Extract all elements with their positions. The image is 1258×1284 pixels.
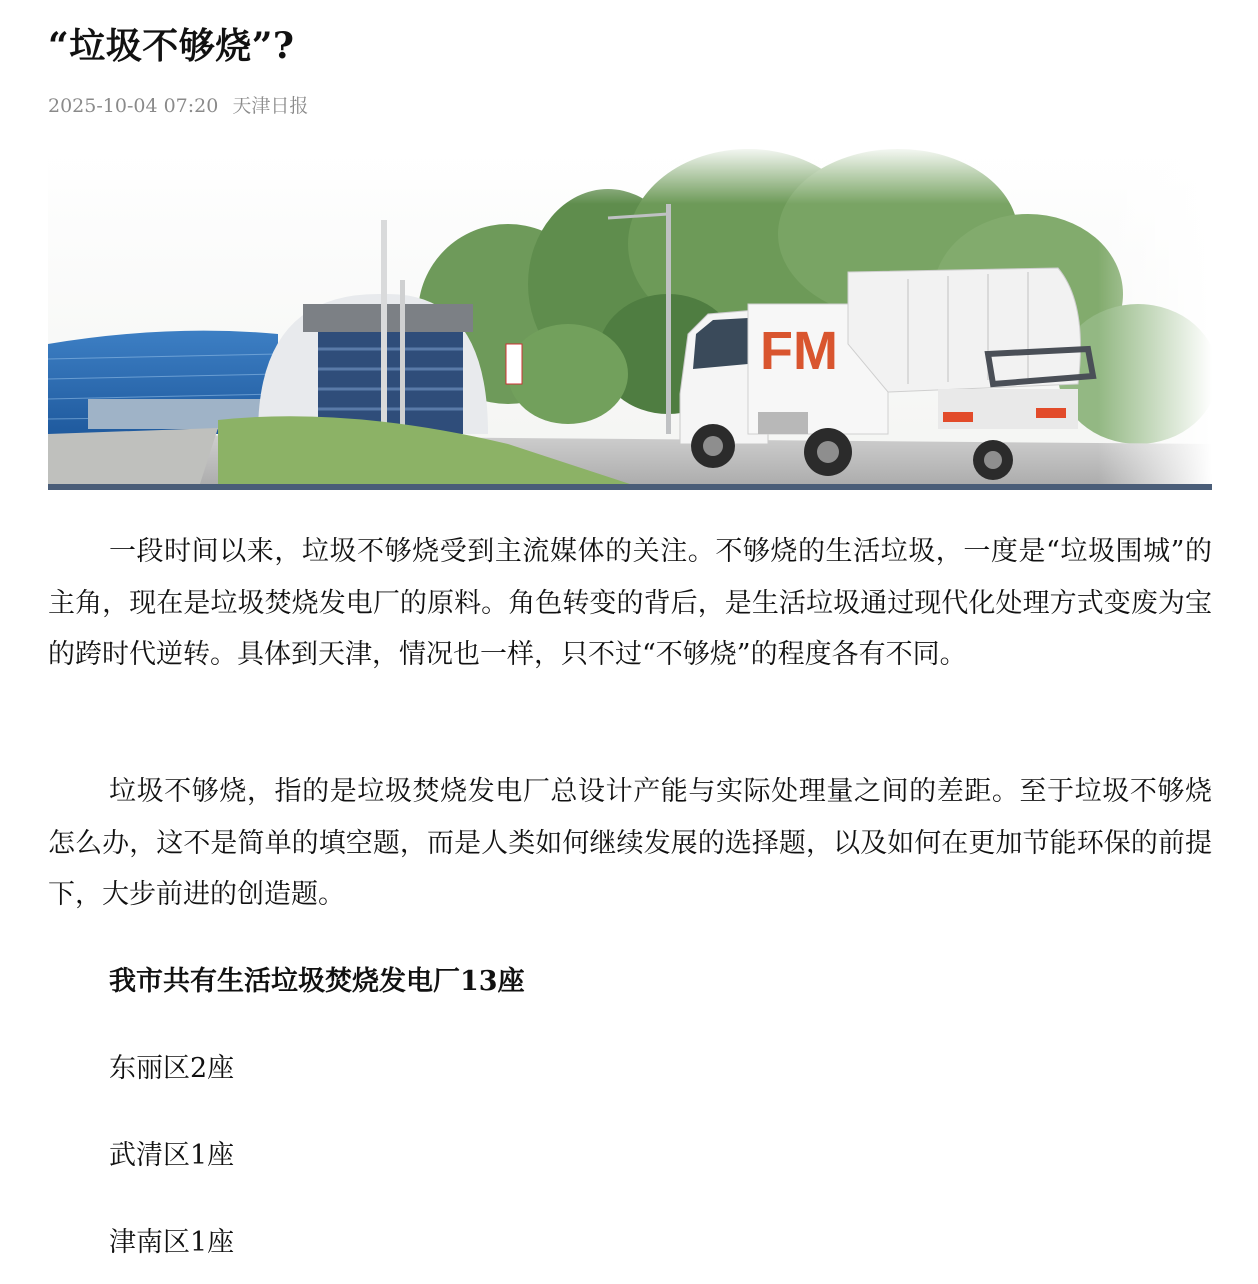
paragraph-2: 垃圾不够烧，指的是垃圾焚烧发电厂总设计产能与实际处理量之间的差距。至于垃圾不够烧怎么办，这不是简单的填空题，而是人类如何继续发展的选择题，以及如何在更加节能环保的前提下，大步前进的创造题。 [48,776,1212,910]
photo-frame-line [48,484,1212,490]
paragraph-1: 一段时间以来，垃圾不够烧受到主流媒体的关注。不够烧的生活垃圾，一度是“垃圾围城”的主角，现在是垃圾焚烧发电厂的原料。角色转变的背后，是生活垃圾通过现代化处理方式变废为宝的跨时代逆转。具体到天津，情况也一样，只不过“不够烧”的程度各有不同。 [48,536,1212,670]
list-item: 武清区1座 [109,1140,235,1171]
news-source: 天津日报 [232,95,309,117]
list-item: 津南区1座 [109,1227,235,1258]
article-title: “垃圾不够烧”? [48,25,295,67]
truck-logo: FM [760,321,838,381]
publish-date: 2025-10-04 07:20 [48,95,219,117]
article-meta [48,92,308,120]
article-photo [48,144,1212,490]
list-item: 东丽区2座 [109,1053,235,1084]
subheading: 我市共有生活垃圾焚烧发电厂13座 [109,966,525,997]
garbage-truck-photo [48,144,1212,490]
